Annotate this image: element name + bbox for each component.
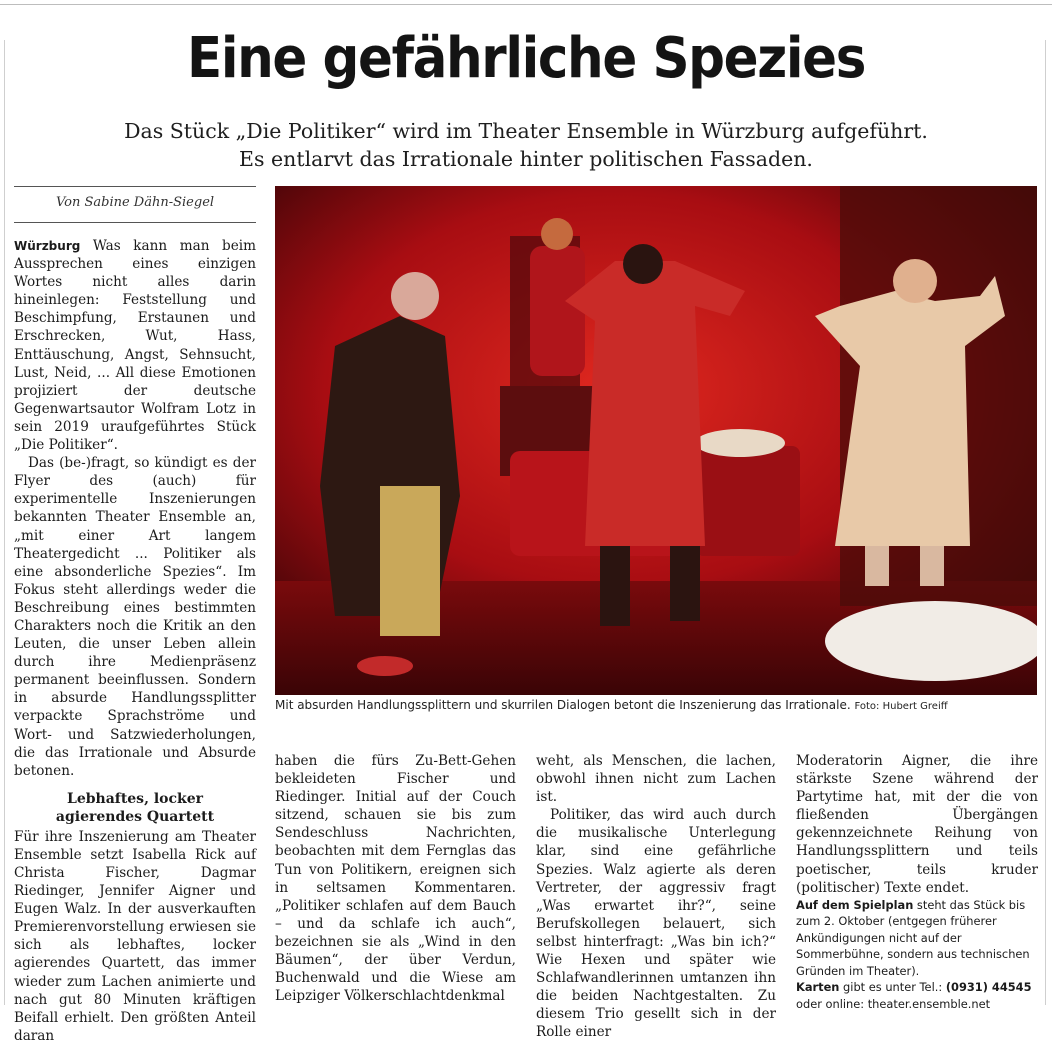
dateline: Würzburg: [14, 239, 81, 253]
paragraph-laughing: weht, als Menschen, die lachen, obwohl ihnen nicht zum Lachen ist.: [536, 753, 776, 806]
column-4: [796, 752, 1038, 1012]
paragraph-politicians: Politiker, das wird auch durch die musikalische Unterlegung klar, sind eine gefährliche Spezies. Walz agierte als deren Vertreter, der aggressiv fragt „Was erwartet ihr?“, seine Berufskollegen belauert, sich selbst hinterfragt: „Was bin ich?“ Wie Hexen und später wie Schlafwandlerinnen umtanzen ihn die beiden Nachtgestalten. Zu diesem Trio gesellt sich in der Rolle einer: [536, 807, 776, 1041]
photo-credit: Foto: Hubert Greiff: [854, 701, 948, 712]
paragraph-couch: haben die fürs Zu-Bett-Gehen bekleideten Fischer und Riedinger. Initial auf der Couch sitzend, schauen sie bis zum Sendeschluss Nachrichten, beobachten mit dem Fernglas das Tun von Politikern, ereignen sich in seltsamen Kommentaren. „Politiker schlafen auf dem Bauch – und da schlafe ich auch“, bezeichnen sie als „Wind in den Bäumen“, der über Verdun, Buchenwald und die Wiese am Leipziger Völkerschlachtdenkmal: [275, 753, 516, 1005]
section-subtitle-line-2: agierendes Quartett: [55, 808, 215, 825]
info-schedule-text: steht das Stück bis zum 2. Oktober (entgegen früherer Ankündigungen nicht auf der Sommerbühne, sondern aus technischen Gründen im Theater).: [796, 897, 1030, 978]
paragraph-intro-text: Was kann man beim Aussprechen eines einzigen Wortes nicht alles darin hineinlegen: Feststellung und Beschimpfung, Erstaunen und Erschrecken, Wut, Hass, Enttäuschung, Angst, Sehnsucht, Lust, Neid, ... All diese Emotionen projiziert der deutsche Gegenwartsautor Wolfram Lotz in sein 2019 uraufgeführtes Stück „Die Politiker“.: [14, 238, 256, 454]
subheadline-line-1: Das Stück „Die Politiker“ wird im Theater Ensemble in Würzburg aufgeführt.: [124, 119, 928, 143]
top-rule: [0, 4, 1052, 5]
byline-rule-bottom: [14, 222, 256, 223]
info-tickets: [796, 979, 1038, 1012]
info-tickets-text: gibt es unter Tel.:: [839, 980, 946, 995]
stage-photo: [275, 186, 1037, 695]
column-3: [536, 752, 776, 1042]
info-tickets-web: oder online: theater.ensemble.net: [796, 996, 991, 1011]
info-schedule-label: Auf dem Spielplan: [796, 897, 914, 912]
headline: Eine gefährliche Spezies: [187, 26, 865, 91]
info-schedule: [796, 897, 1038, 980]
paragraph-flyer: Das (be-)fragt, so kündigt es der Flyer des (auch) für experimentelle Inszenierungen bekannten Theater Ensemble an, „mit einer Art langem Theatergedicht ... Politiker als eine absonderliche Spezies“. Im Fokus steht allerdings weder die Beschreibung eines bestimmten Charakters noch die Kritik an den Leuten, die unser Leben allein durch ihre Medienpräsenz permanent beeinflussen. Sondern in absurde Handlungssplitter verpackte Sprachströme und Wort- und Satzwiederholungen, die das Irrationale und Absurde betonen.: [14, 455, 256, 779]
section-subtitle-line-1: Lebhaftes, locker: [67, 790, 203, 807]
photo-caption: [275, 697, 1045, 715]
info-box: [796, 897, 1038, 1013]
caption-text: Mit absurden Handlungssplittern und skurrilen Dialogen betont die Inszenierung das Irrationale.: [275, 698, 851, 712]
info-tickets-label: Karten: [796, 980, 840, 995]
column-2: [275, 752, 516, 1005]
paragraph-moderator: Moderatorin Aigner, die ihre stärkste Szene während der Partytime hat, mit der die von fließenden Übergängen gekennzeichnete Reihung von Handlungssplittern und teils poetischer, teils kruder (politischer) Texte endet.: [796, 753, 1038, 896]
paragraph-cast: Für ihre Inszenierung am Theater Ensemble setzt Isabella Rick auf Christa Fischer, Dagmar Riedinger, Jennifer Aigner und Eugen Walz. In der ausverkauften Premierenvorstellung erwiesen sie sich als lebhaftes, locker agierendes Quartett, das immer wieder zum Lachen animierte und nach gut 80 Minuten kräftigen Beifall erhielt. Den größten Anteil daran: [14, 828, 256, 1044]
subheadline: [60, 117, 992, 173]
paragraph-intro: [14, 237, 256, 454]
subheadline-line-2: Es entlarvt das Irrationale hinter politischen Fassaden.: [239, 147, 813, 171]
byline-rule-top: [14, 186, 256, 187]
byline: Von Sabine Dähn-Siegel: [55, 195, 215, 210]
column-1: [14, 237, 256, 1045]
stage-photo-illustration: [275, 186, 1037, 695]
right-page-edge: [1045, 40, 1046, 1005]
section-subtitle: [14, 790, 256, 826]
info-tickets-phone: (0931) 44545: [945, 980, 1032, 995]
left-page-edge: [4, 40, 5, 1005]
